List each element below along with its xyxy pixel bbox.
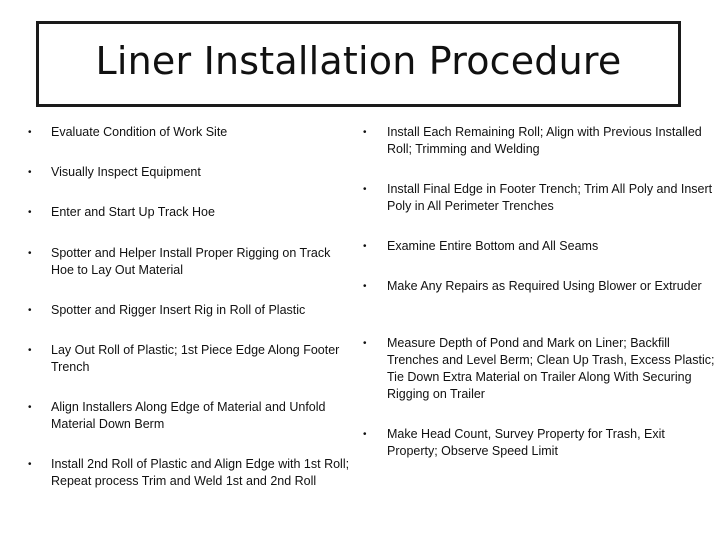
bullet: • (363, 127, 367, 138)
list-item-text: Install 2nd Roll of Plastic and Align Edge with 1st Roll; Repeat process Trim and Weld 1st and 2nd Roll (51, 457, 350, 488)
bullet: • (28, 248, 32, 259)
list-item-text: Measure Depth of Pond and Mark on Liner; Backfill Trenches and Level Berm; Clean Up Trash, Excess Plastic; Tie Down Extra Material on Trailer Along With Securing Rigging on Trailer (387, 336, 715, 401)
bullet: • (363, 338, 367, 349)
title-box (36, 21, 681, 107)
bullet: • (363, 281, 367, 292)
list-item-text: Spotter and Helper Install Proper Rigging on Track Hoe to Lay Out Material (51, 246, 331, 277)
bullet: • (28, 167, 32, 178)
list-item-text: Examine Entire Bottom and All Seams (387, 239, 599, 253)
list-item-text: Evaluate Condition of Work Site (51, 125, 228, 139)
bullet: • (28, 305, 32, 316)
list-item-text: Install Final Edge in Footer Trench; Trim All Poly and Insert Poly in All Perimeter Trenches (387, 182, 713, 213)
bullet: • (28, 459, 32, 470)
list-item-text: Spotter and Rigger Insert Rig in Roll of Plastic (51, 303, 306, 317)
list-item-text: Install Each Remaining Roll; Align with Previous Installed Roll; Trimming and Welding (387, 125, 702, 156)
list-item-text: Make Head Count, Survey Property for Trash, Exit Property; Observe Speed Limit (387, 427, 665, 458)
bullet: • (28, 127, 32, 138)
bullet: • (363, 429, 367, 440)
list-item-text: Make Any Repairs as Required Using Blower or Extruder (387, 279, 702, 293)
bullet: • (28, 207, 32, 218)
bullet: • (28, 345, 32, 356)
list-item-text: Visually Inspect Equipment (51, 165, 201, 179)
list-item-text: Enter and Start Up Track Hoe (51, 205, 215, 219)
list-item-text: Align Installers Along Edge of Material and Unfold Material Down Berm (51, 400, 326, 431)
bullet: • (28, 402, 32, 413)
bullet: • (363, 184, 367, 195)
bullet: • (363, 241, 367, 252)
page-title: Liner Installation Procedure (95, 39, 622, 83)
list-item-text: Lay Out Roll of Plastic; 1st Piece Edge Along Footer Trench (51, 343, 340, 374)
